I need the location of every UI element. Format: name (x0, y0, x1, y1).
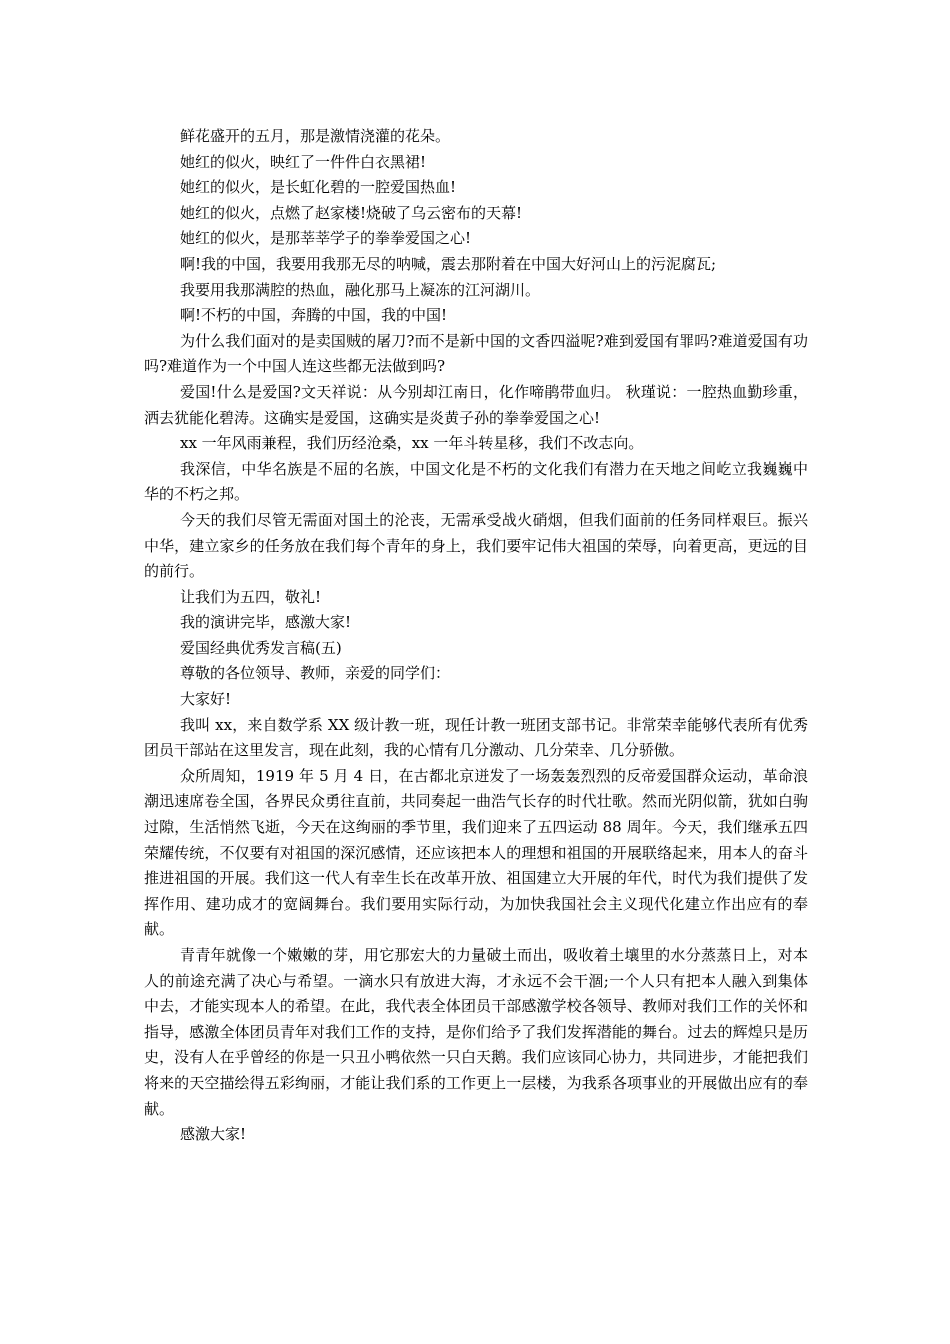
document-body (144, 124, 808, 1148)
paragraph: 我叫 xx，来自数学系 XX 级计教一班，现任计教一班团支部书记。非常荣幸能够代表所有优秀团员干部站在这里发言，现在此刻，我的心情有几分激动、几分荣幸、几分骄傲。 (144, 715, 808, 760)
paragraph: 让我们为五四，敬礼! (180, 587, 322, 606)
paragraph: 我深信，中华名族是不屈的名族，中国文化是不朽的文化我们有潜力在天地之间屹立我巍巍中华的不朽之邦。 (144, 459, 808, 504)
paragraph: xx 一年风雨兼程，我们历经沧桑，xx 一年斗转星移，我们不改志向。 (180, 434, 644, 453)
paragraph: 今天的我们尽管无需面对国土的沦丧，无需承受战火硝烟，但我们面前的任务同样艰巨。振兴中华，建立家乡的任务放在我们每个青年的身上，我们要牢记伟大祖国的荣辱，向着更高，更远的目的前行。 (144, 510, 808, 581)
paragraph: 我要用我那满腔的热血，融化那马上凝冻的江河湖川。 (180, 280, 541, 299)
paragraph: 她红的似火，点燃了赵家楼!烧破了乌云密布的天幕! (180, 203, 523, 222)
paragraph: 啊!我的中国，我要用我那无尽的呐喊，震去那附着在中国大好河山上的污泥腐瓦; (180, 254, 717, 273)
salutation: 尊敬的各位领导、教师，亲爱的同学们： (180, 664, 451, 683)
paragraph: 她红的似火，是长虹化碧的一腔爱国热血! (180, 178, 457, 197)
paragraph: 她红的似火，映红了一件件白衣黑裙! (180, 152, 427, 171)
paragraph: 我的演讲完毕，感激大家! (180, 613, 352, 632)
paragraph: 青青年就像一个嫩嫩的芽，用它那宏大的力量破土而出，吸收着土壤里的水分蒸蒸日上，对本人的前途充满了决心与希望。一滴水只有放进大海，才永远不会干涸;一个人只有把本人融入到集体中去，才能实现本人的希望。在此，我代表全体团员干部感激学校各领导、教师对我们工作的关怀和指导，感激全体团员青年对我们工作的支持，是你们给予了我们发挥潜能的舞台。过去的辉煌只是历史，没有人在乎曾经的你是一只丑小鸭依然一只白天鹅。我们应该同心协力，共同进步，才能把我们将来的天空描绘得五彩绚丽，才能让我们系的工作更上一层楼，为我系各项事业的开展做出应有的奉献。 (144, 946, 808, 1118)
paragraph: 爱国!什么是爱国?文天祥说：从今别却江南日，化作啼鹃带血归。 秋瑾说：一腔热血勤珍重，洒去犹能化碧涛。这确实是爱国，这确实是炎黄子孙的拳拳爱国之心! (144, 382, 808, 427)
paragraph: 啊!不朽的中国，奔腾的中国，我的中国! (180, 306, 448, 325)
paragraph: 她红的似火，是那莘莘学子的拳拳爱国之心! (180, 229, 472, 248)
paragraph: 为什么我们面对的是卖国贼的屠刀?而不是新中国的文香四溢呢?难到爱国有罪吗?难道爱国有功吗?难道作为一个中国人连这些都无法做到吗? (144, 331, 808, 376)
closing: 感激大家! (180, 1125, 247, 1144)
paragraph: 众所周知，1919 年 5 月 4 日，在古都北京迸发了一场轰轰烈烈的反帝爱国群众运动，革命浪潮迅速席卷全国，各界民众勇往直前，共同奏起一曲浩气长存的时代壮歌。然而光阴似箭，犹如白驹过隙，生活悄然飞逝，今天在这绚丽的季节里，我们迎来了五四运动 88 周年。今天，我们继承五四荣耀传统，不仅要有对祖国的深沉感情，还应该把本人的理想和祖国的开展联络起来，用本人的奋斗推进祖国的开展。我们这一代人有幸生长在改革开放、祖国建立大开展的年代，时代为我们提供了发挥作用、建功成才的宽阔舞台。我们要用实际行动，为加快我国社会主义现代化建立作出应有的奉献。 (144, 766, 808, 939)
section-heading: 爱国经典优秀发言稿(五) (180, 638, 342, 657)
paragraph: 鲜花盛开的五月，那是激情浇灌的花朵。 (180, 127, 451, 145)
greeting: 大家好! (180, 690, 232, 709)
